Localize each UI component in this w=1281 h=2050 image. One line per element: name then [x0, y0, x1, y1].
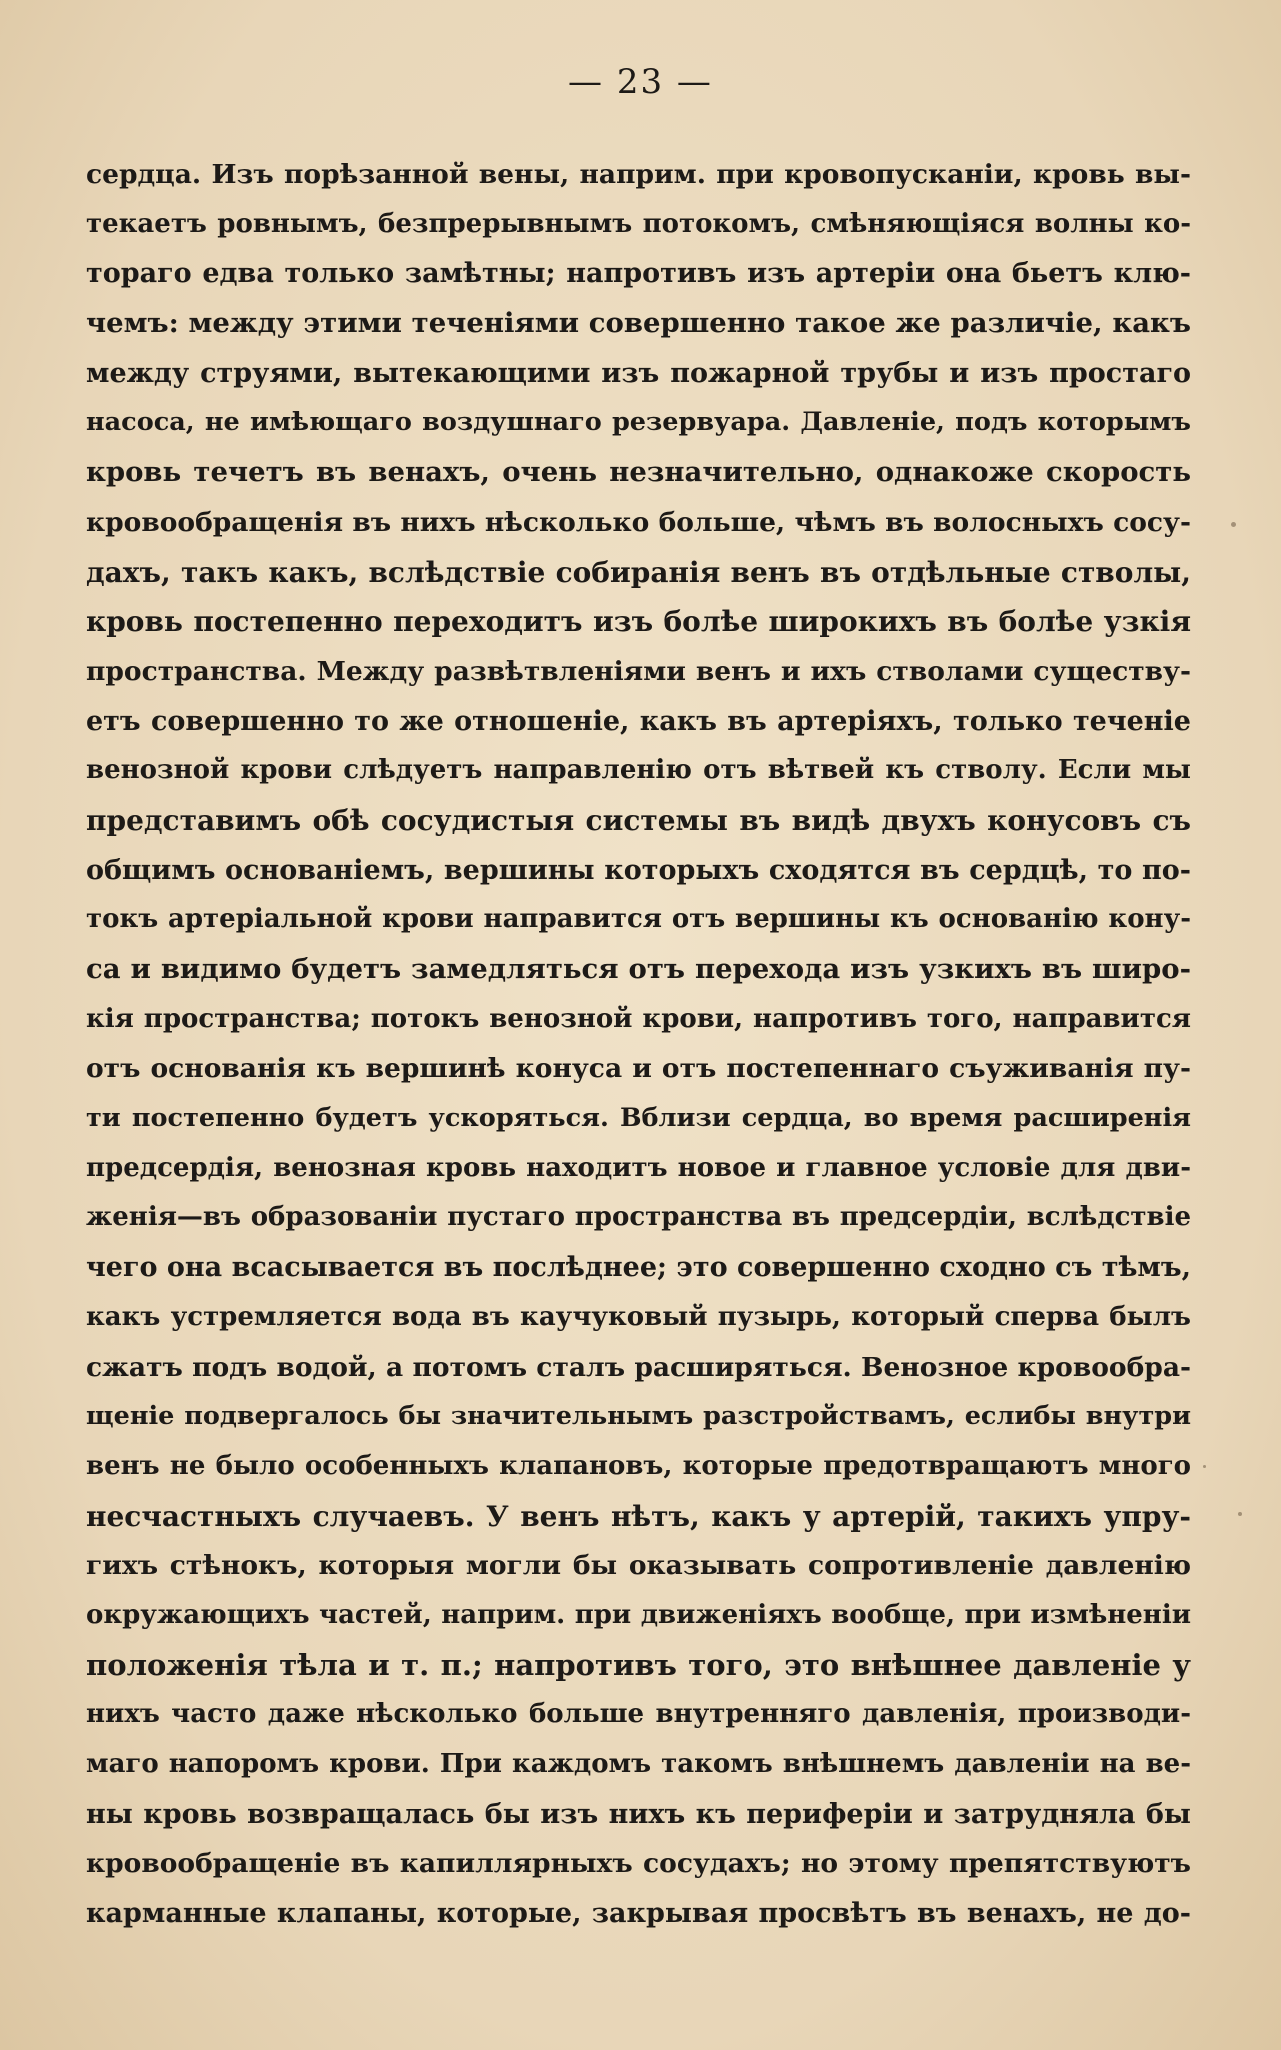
text-line: венозной крови слѣдуетъ направленію отъ вѣтвей къ стволу. Если мы [86, 755, 1191, 786]
text-line: етъ совершенно то же отношеніе, какъ въ артеріяхъ, только теченіе [86, 705, 1191, 737]
text-line: чего она всасывается въ послѣднее; это совершенно сходно съ тѣмъ, [86, 1252, 1191, 1284]
text-line: ны кровь возвращалась бы изъ нихъ къ периферіи и затрудняла бы [86, 1798, 1191, 1830]
text-line: кровообращенія въ нихъ нѣсколько больше, чѣмъ въ волосныхъ сосу- [86, 506, 1191, 538]
text-line: токъ артеріальной крови направится отъ вершины къ основанію кону- [86, 904, 1191, 935]
text-line: представимъ обѣ сосудистыя системы въ видѣ двухъ конусовъ съ [86, 803, 1191, 837]
text-line: кровь течетъ въ венахъ, очень незначительно, однакоже скорость [86, 456, 1191, 489]
paper-speck [1238, 1512, 1242, 1516]
text-line: щеніе подвергалось бы значительнымъ разстройствамъ, еслибы внутри [86, 1401, 1191, 1432]
text-line: тораго едва только замѣтны; напротивъ изъ артеріи она бьетъ клю- [86, 258, 1191, 290]
text-line: гихъ стѣнокъ, которыя могли бы оказывать сопротивленіе давленію [86, 1550, 1191, 1582]
text-line: нихъ часто даже нѣсколько больше внутренняго давленія, производи- [86, 1699, 1191, 1730]
text-line: кія пространства; потокъ венозной крови, напротивъ того, направится [86, 1003, 1191, 1034]
text-line: женія—въ образованіи пустаго пространства въ предсердіи, вслѣдствіе [86, 1202, 1191, 1233]
paper-speck [1231, 522, 1236, 527]
text-line: са и видимо будетъ замедляться отъ перехода изъ узкихъ въ широ- [86, 953, 1191, 985]
page-number: — 23 — [568, 62, 713, 102]
text-line: окружающихъ частей, наприм. при движеніяхъ вообще, при измѣненіи [86, 1599, 1191, 1630]
text-line: положенія тѣла и т. п.; напротивъ того, это внѣшнее давленіе у [86, 1647, 1191, 1682]
text-line: дахъ, такъ какъ, вслѣдствіе собиранія венъ въ отдѣльные стволы, [86, 555, 1191, 589]
body-text [86, 150, 1191, 1939]
text-line: несчастныхъ случаевъ. У венъ нѣтъ, какъ у артерій, такихъ упру- [86, 1499, 1191, 1533]
paper-speck [1203, 1465, 1206, 1468]
text-line: чемъ: между этими теченіями совершенно такое же различіе, какъ [86, 307, 1191, 340]
text-line: предсердія, венозная кровь находитъ новое и главное условіе для дви- [86, 1152, 1191, 1183]
text-line: ти постепенно будетъ ускоряться. Вблизи сердца, во время расширенія [86, 1103, 1191, 1134]
text-line: пространства. Между развѣтвленіями венъ и ихъ стволами существу- [86, 655, 1191, 687]
text-line: между струями, вытекающими изъ пожарной трубы и изъ простаго [86, 357, 1191, 389]
text-line: маго напоромъ крови. При каждомъ такомъ внѣшнемъ давленіи на ве- [86, 1749, 1191, 1779]
text-line: венъ не было особенныхъ клапановъ, которые предотвращаютъ много [86, 1450, 1191, 1481]
text-line: сердца. Изъ порѣзанной вены, наприм. при кровопусканіи, кровь вы- [86, 159, 1191, 190]
text-line: насоса, не имѣющаго воздушнаго резервуара. Давленіе, подъ которымъ [86, 407, 1191, 438]
text-line: сжатъ подъ водой, а потомъ сталъ расширяться. Венозное кровообра- [86, 1351, 1191, 1383]
text-line: общимъ основаніемъ, вершины которыхъ сходятся въ сердцѣ, то по- [86, 854, 1191, 886]
text-line: кровообращеніе въ капиллярныхъ сосудахъ; но этому препятствуютъ [86, 1848, 1191, 1880]
text-line: кровь постепенно переходитъ изъ болѣе широкихъ въ болѣе узкія [86, 605, 1191, 639]
text-line: карманные клапаны, которые, закрывая просвѣтъ въ венахъ, не до- [86, 1898, 1191, 1930]
text-line: какъ устремляется вода въ каучуковый пузырь, который сперва былъ [86, 1301, 1191, 1332]
text-line: текаетъ ровнымъ, безпрерывнымъ потокомъ, смѣняющіяся волны ко- [86, 208, 1191, 239]
text-line: отъ основанія къ вершинѣ конуса и отъ постепеннаго съуживанія пу- [86, 1053, 1191, 1085]
